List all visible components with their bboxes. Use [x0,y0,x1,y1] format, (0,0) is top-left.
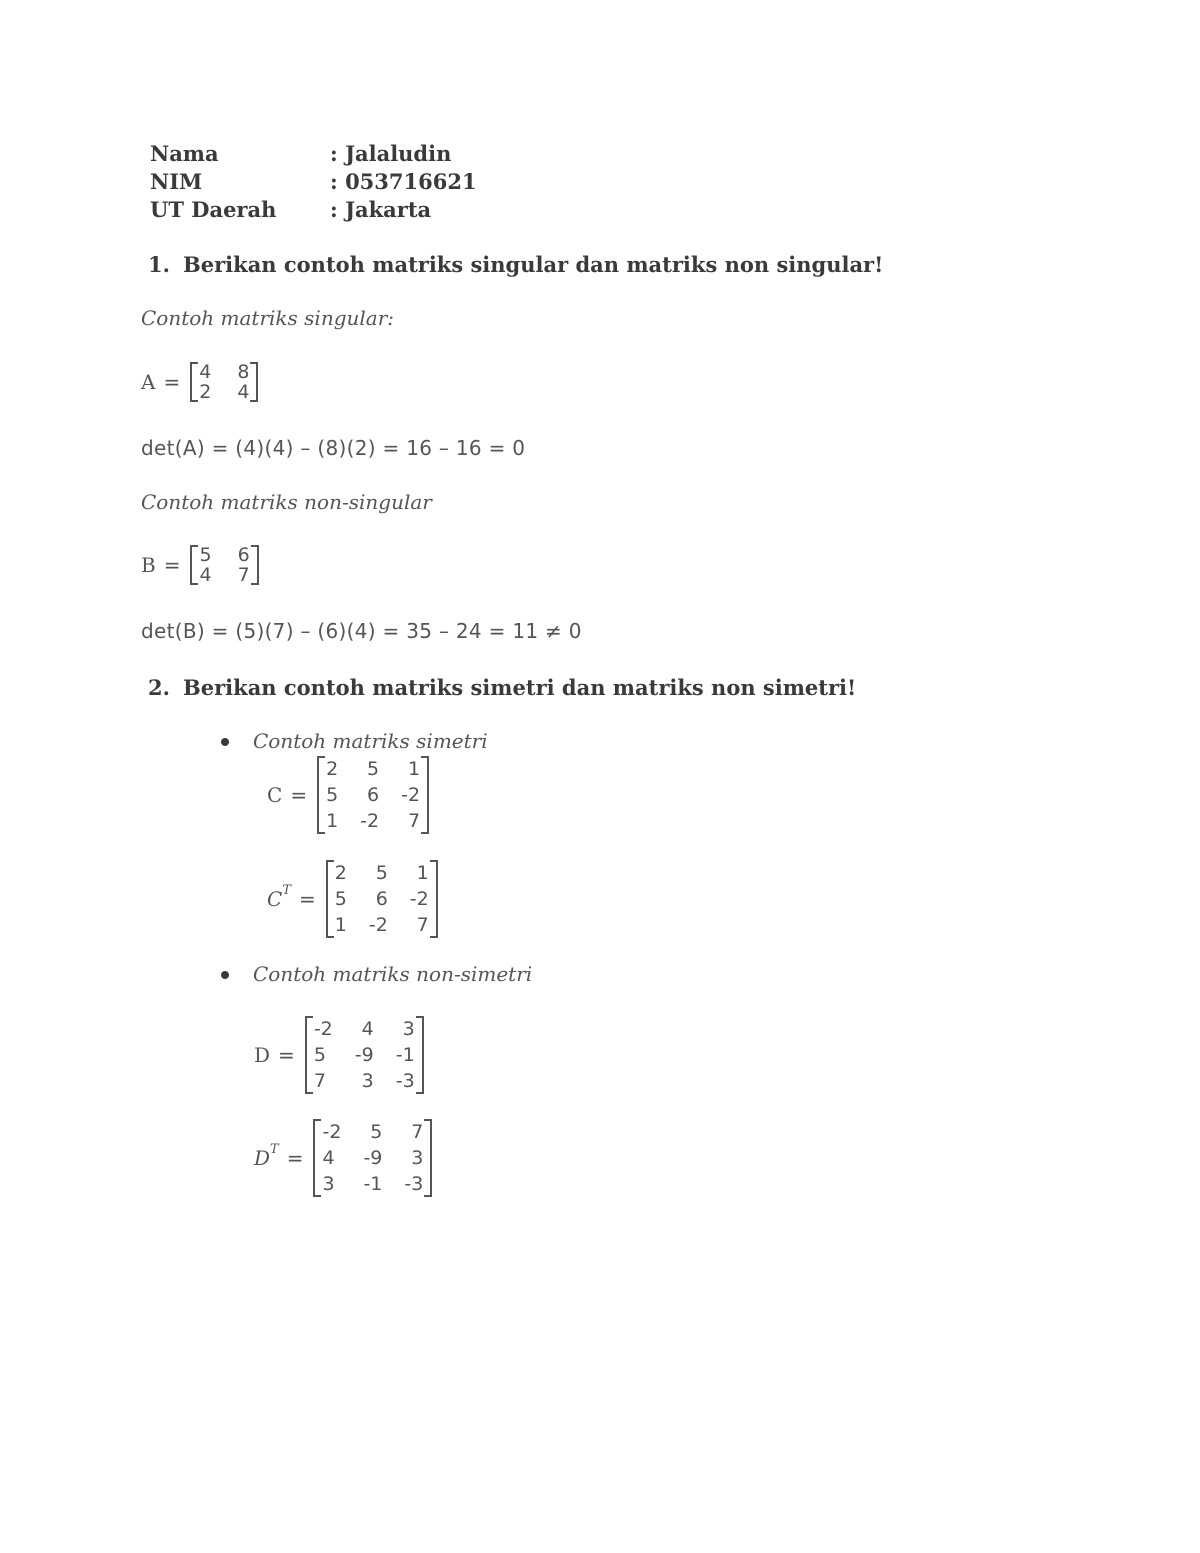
det-b-equation: det(B) = (5)(7) – (6)(4) = 35 – 24 = 11 ≠ 0 [141,619,582,643]
matrix-ct-bracket [326,860,438,938]
matrix-cell: 1 [334,914,347,936]
matrix-a-equals: = [163,370,181,394]
matrix-b [141,545,259,585]
matrix-dt-grid [319,1119,426,1197]
matrix-cell: 3 [402,1018,415,1040]
matrix-cell: -2 [409,888,429,910]
matrix-cell: -9 [363,1147,383,1169]
matrix-cell: 7 [416,914,429,936]
matrix-cell: 4 [361,1018,374,1040]
matrix-ct-letter: C [267,887,283,911]
matrix-cell: -2 [322,1121,342,1143]
matrix-b-equals: = [163,553,181,577]
matrix-cell: 2 [199,381,212,403]
matrix-cell: -3 [404,1173,424,1195]
matrix-cell: 4 [237,381,250,403]
question-2-text: Berikan contoh matriks simetri dan matriks non simetri! [183,675,857,700]
name-label: Nama [150,141,219,166]
matrix-dt-equals: = [286,1146,304,1170]
matrix-ct-equals: = [298,887,316,911]
matrix-c [267,756,429,834]
matrix-cell: -1 [395,1044,415,1066]
matrix-cell: 7 [237,564,250,586]
matrix-c-grid [323,756,423,834]
singular-label: Contoh matriks singular: [141,306,395,330]
matrix-d-equals: = [278,1043,295,1067]
nim-label: NIM [150,169,203,194]
nonsingular-label: Contoh matriks non-singular [141,490,432,514]
matrix-c-transpose [267,860,438,938]
matrix-d [254,1016,424,1094]
matrix-cell: 5 [199,544,212,566]
matrix-b-grid [196,545,252,585]
matrix-cell: 7 [411,1121,424,1143]
matrix-dt-name [254,1142,279,1170]
matrix-a-name: A [141,370,156,394]
matrix-cell: 7 [313,1070,326,1092]
question-1-number: 1. [148,252,170,277]
det-a-equation: det(A) = (4)(4) – (8)(2) = 16 – 16 = 0 [141,436,526,460]
matrix-ct-name [267,883,291,911]
symmetric-label: Contoh matriks simetri [253,729,488,753]
matrix-b-name: B [141,553,156,577]
matrix-dt-sup: T [270,1142,279,1158]
matrix-cell: -2 [368,914,388,936]
matrix-cell: -1 [363,1173,383,1195]
matrix-cell: -2 [313,1018,333,1040]
matrix-ct-sup: T [282,883,291,899]
matrix-ct-grid [332,860,432,938]
matrix-cell: 5 [375,862,388,884]
matrix-d-grid [311,1016,418,1094]
matrix-cell: 4 [199,564,212,586]
matrix-cell: 6 [367,784,380,806]
matrix-cell: 2 [334,862,347,884]
name-value: : Jalaludin [330,141,452,166]
matrix-cell: -3 [395,1070,415,1092]
matrix-d-name: D [254,1043,271,1067]
matrix-a [141,362,258,402]
matrix-cell: 8 [237,361,250,383]
matrix-dt-bracket [313,1119,432,1197]
matrix-a-bracket [190,362,258,402]
matrix-cell: 3 [411,1147,424,1169]
matrix-cell: -2 [401,784,421,806]
matrix-cell: 4 [322,1147,335,1169]
matrix-cell: 5 [370,1121,383,1143]
matrix-d-bracket [305,1016,424,1094]
matrix-cell: 3 [322,1173,335,1195]
matrix-cell: 1 [326,810,339,832]
matrix-cell: 7 [407,810,421,832]
question-2-number: 2. [148,675,170,700]
bullet-icon [221,971,229,979]
matrix-c-equals: = [290,783,308,807]
matrix-a-grid [196,362,252,402]
matrix-cell: 5 [313,1044,326,1066]
matrix-cell: 6 [375,888,388,910]
region-label: UT Daerah [150,197,277,222]
matrix-cell: 1 [407,758,421,780]
matrix-cell: 3 [361,1070,374,1092]
matrix-cell: -2 [360,810,380,832]
matrix-cell: 2 [326,758,339,780]
matrix-cell: 5 [334,888,347,910]
matrix-cell: 1 [416,862,429,884]
nonsymmetric-label: Contoh matriks non-simetri [253,962,533,986]
nim-value: : 053716621 [330,169,477,194]
matrix-cell: 5 [326,784,339,806]
matrix-c-bracket [317,756,429,834]
matrix-b-bracket [190,545,258,585]
matrix-cell: 6 [237,544,250,566]
matrix-dt-letter: D [254,1146,271,1170]
region-value: : Jakarta [330,197,432,222]
matrix-c-name: C [267,783,283,807]
matrix-d-transpose [254,1119,432,1197]
matrix-cell: 5 [367,758,380,780]
matrix-cell: 4 [199,361,212,383]
question-1-text: Berikan contoh matriks singular dan matriks non singular! [183,252,884,277]
bullet-icon [221,738,229,746]
matrix-cell: -9 [354,1044,374,1066]
